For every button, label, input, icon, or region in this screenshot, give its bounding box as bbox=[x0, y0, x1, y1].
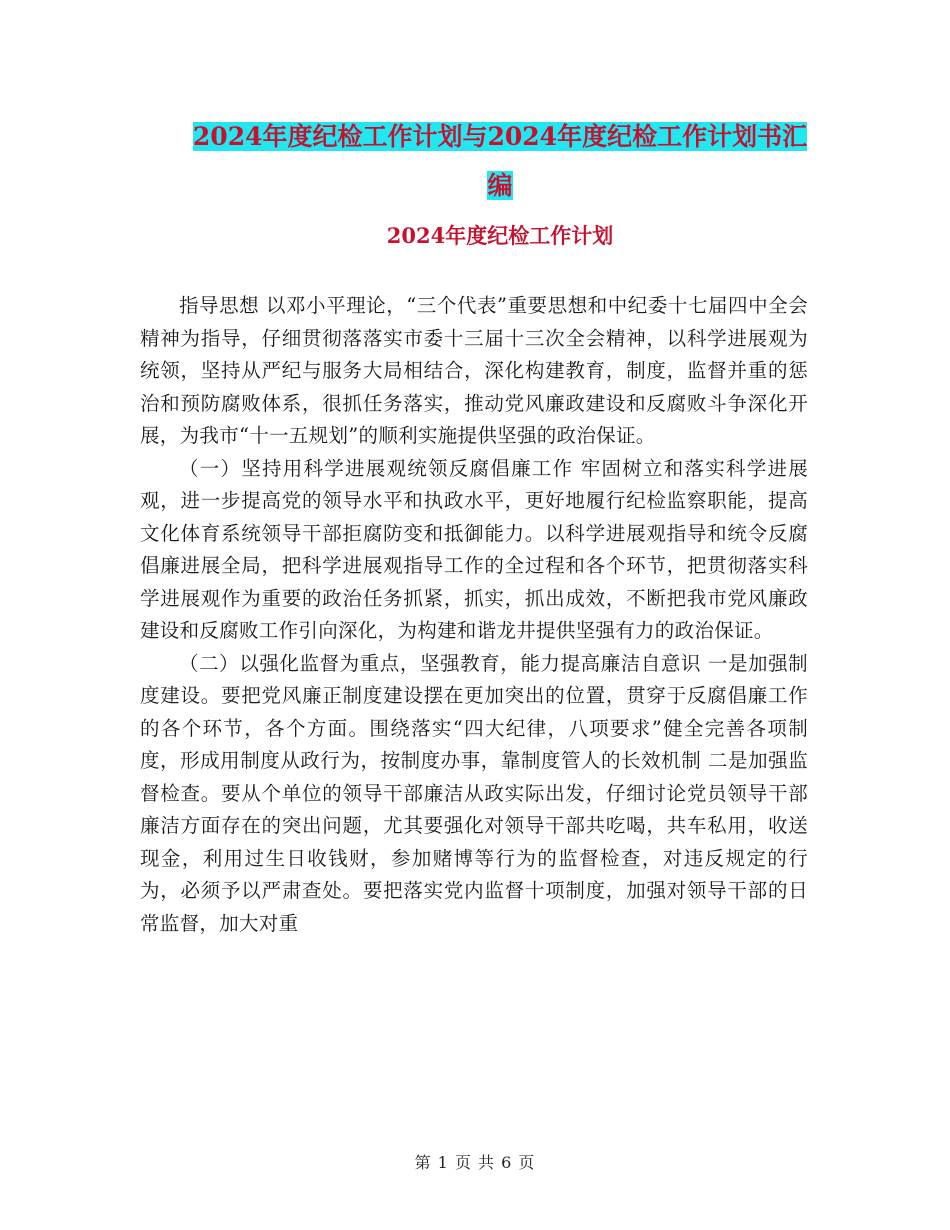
section-title: 2024年度纪检工作计划 bbox=[386, 223, 614, 248]
title-line-2: 编 bbox=[487, 171, 513, 200]
page-number-footer: 第 1 页 共 6 页 bbox=[414, 1153, 536, 1172]
document-title bbox=[140, 112, 860, 210]
paragraph-section-two: （二）以强化监督为重点，坚强教育，能力提高廉洁自意识 一是加强制度建设。要把党风廉正制度建设摆在更加突出的位置，贯穿于反腐倡廉工作的各个环节，各个方面。围绕落实“四大纪律，八项要求”健全完善各项制度，形成用制度从政行为，按制度办事，靠制度管人的长效机制 二是加强监督检查。要从个单位的领导干部廉洁从政实际出发，仔细讨论党员领导干部廉洁方面存在的突出问题，尤其要强化对领导干部共吃喝，共车私用，收送现金，利用过生日收钱财，参加赌博等行为的监督检查，对违反规定的行为，必须予以严肃查处。要把落实党内监督十项制度，加强对领导干部的日常监督，加大对重 bbox=[140, 651, 808, 935]
title-line-1: 2024年度纪检工作计划与2024年度纪检工作计划书汇 bbox=[192, 122, 808, 151]
paragraph-guiding-thought: 指导思想 以邓小平理论，“三个代表”重要思想和中纪委十七届四中全会精神为指导，仔细贯彻落落实市委十三届十三次全会精神，以科学进展观为统领，坚持从严纪与服务大局相结合，深化构建教育，制度，监督并重的惩治和预防腐败体系，很抓任务落实，推动党风廉政建设和反腐败斗争深化开展，为我市“十一五规划”的顺利实施提供坚强的政治保证。 bbox=[140, 294, 808, 447]
document-body bbox=[140, 290, 808, 940]
paragraph-section-one: （一）坚持用科学进展观统领反腐倡廉工作 牢固树立和落实科学进展观，进一步提高党的领导水平和执政水平，更好地履行纪检监察职能，提高文化体育系统领导干部拒腐防变和抵御能力。以科学进展观指导和统令反腐倡廉进展全局，把科学进展观指导工作的全过程和各个环节，把贯彻落实科学进展观作为重要的政治任务抓紧，抓实，抓出成效，不断把我市党风廉政建设和反腐败工作引向深化，为构建和谐龙井提供坚强有力的政治保证。 bbox=[140, 456, 808, 642]
